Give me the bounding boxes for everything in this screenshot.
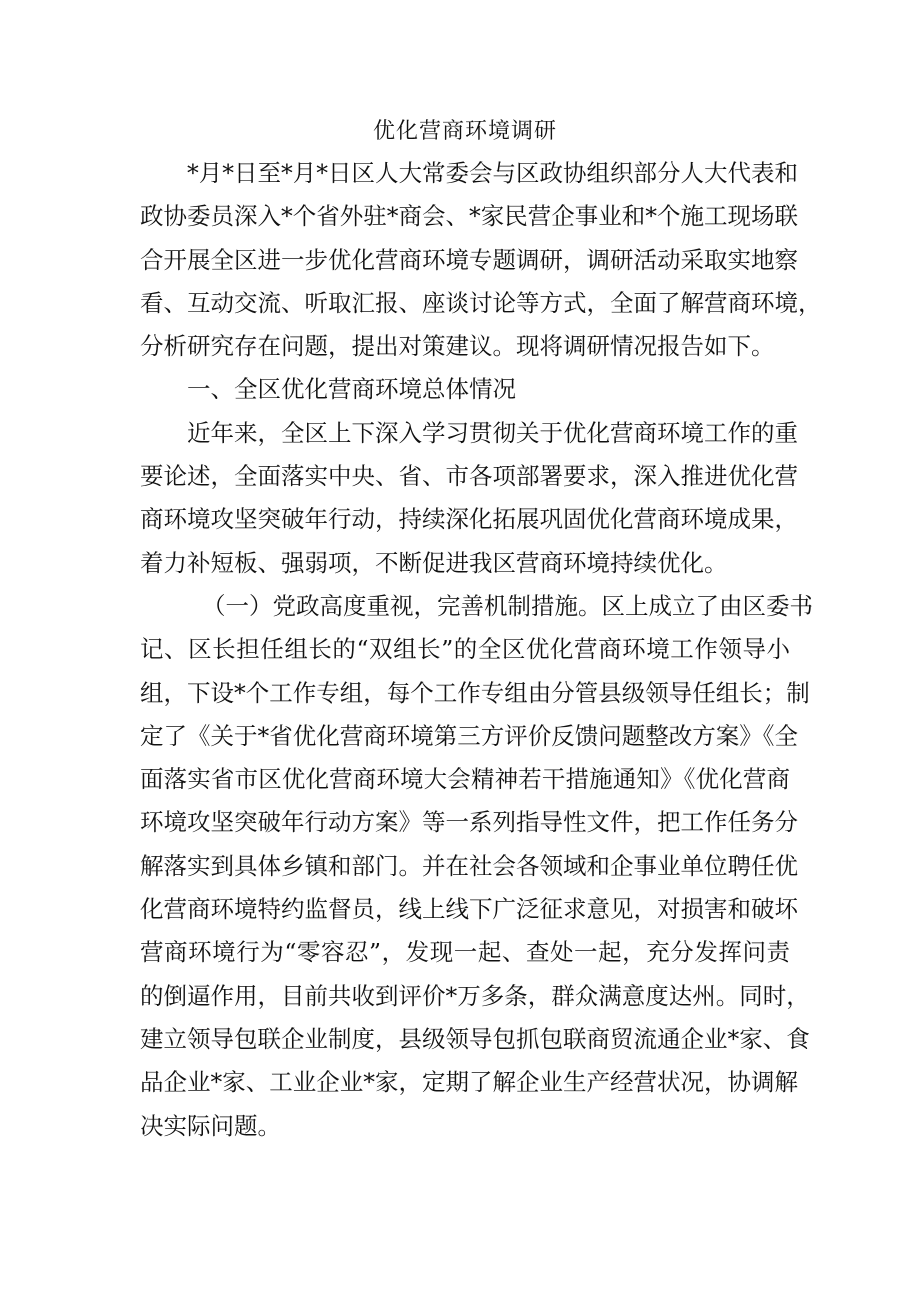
intro-paragraph <box>140 152 822 368</box>
document-title: 优化营商环境调研 <box>372 119 557 144</box>
subsection1-line: 环境攻坚突破年行动方案》等一系列指导性文件，把工作任务分 <box>140 808 798 837</box>
subsection1-line: 面落实省市区优化营商环境大会精神若干措施通知》《优化营商 <box>140 765 790 794</box>
subsection1-line: 营商环境行为“零容忍”，发现一起、查处一起，充分发挥问责 <box>140 938 790 967</box>
intro-line: 合开展全区进一步优化营商环境专题调研，调研活动采取实地察 <box>140 245 798 274</box>
section-heading: 一、全区优化营商环境总体情况 <box>187 375 516 404</box>
section1-line: 近年来，全区上下深入学习贯彻关于优化营商环境工作的重 <box>187 418 798 447</box>
section1-line: 着力补短板、强弱项，不断促进我区营商环境持续优化。 <box>140 548 728 577</box>
document-page <box>140 112 822 1148</box>
subsection1-line: 建立领导包联企业制度，县级领导包抓包联商贸流通企业*家、食 <box>140 1024 810 1053</box>
intro-line: *月*日至*月*日区人大常委会与区政协组织部分人大代表和 <box>187 159 798 187</box>
subsection1-line: 定了《关于*省优化营商环境第三方评价反馈问题整改方案》《全 <box>140 721 798 750</box>
subsection1-line: 品企业*家、工业企业*家，定期了解企业生产经营状况，协调解 <box>140 1068 798 1097</box>
section1-line: 商环境攻坚突破年行动，持续深化拓展巩固优化营商环境成果， <box>140 505 798 534</box>
subsection1-line: （一）党政高度重视，完善机制措施。区上成立了由区委书 <box>202 591 813 620</box>
subsection1-line: 化营商环境特约监督员，线上线下广泛征求意见，对损害和破坏 <box>140 895 798 924</box>
intro-line: 看、互动交流、听取汇报、座谈讨论等方式，全面了解营商环境， <box>140 288 822 317</box>
subsection1-line: 的倒逼作用，目前共收到评价*万多条，群众满意度达州。同时， <box>140 981 810 1010</box>
subsection1-paragraph <box>140 585 813 1148</box>
intro-line: 政协委员深入*个省外驻*商会、*家民营企事业和*个施工现场联 <box>140 202 798 231</box>
intro-line: 分析研究存在问题，提出对策建议。现将调研情况报告如下。 <box>140 332 775 361</box>
subsection1-line: 组，下设*个工作专组，每个工作专组由分管县级领导任组长；制 <box>140 678 810 707</box>
subsection1-line: 记、区长担任组长的“双组长”的全区优化营商环境工作领导小 <box>140 635 790 664</box>
section1-line: 要论述，全面落实中央、省、市各项部署要求，深入推进优化营 <box>140 462 798 491</box>
subsection1-line: 解落实到具体乡镇和部门。并在社会各领域和企事业单位聘任优 <box>140 851 798 880</box>
subsection1-line: 决实际问题。 <box>140 1111 281 1140</box>
section1-paragraph <box>140 412 798 585</box>
